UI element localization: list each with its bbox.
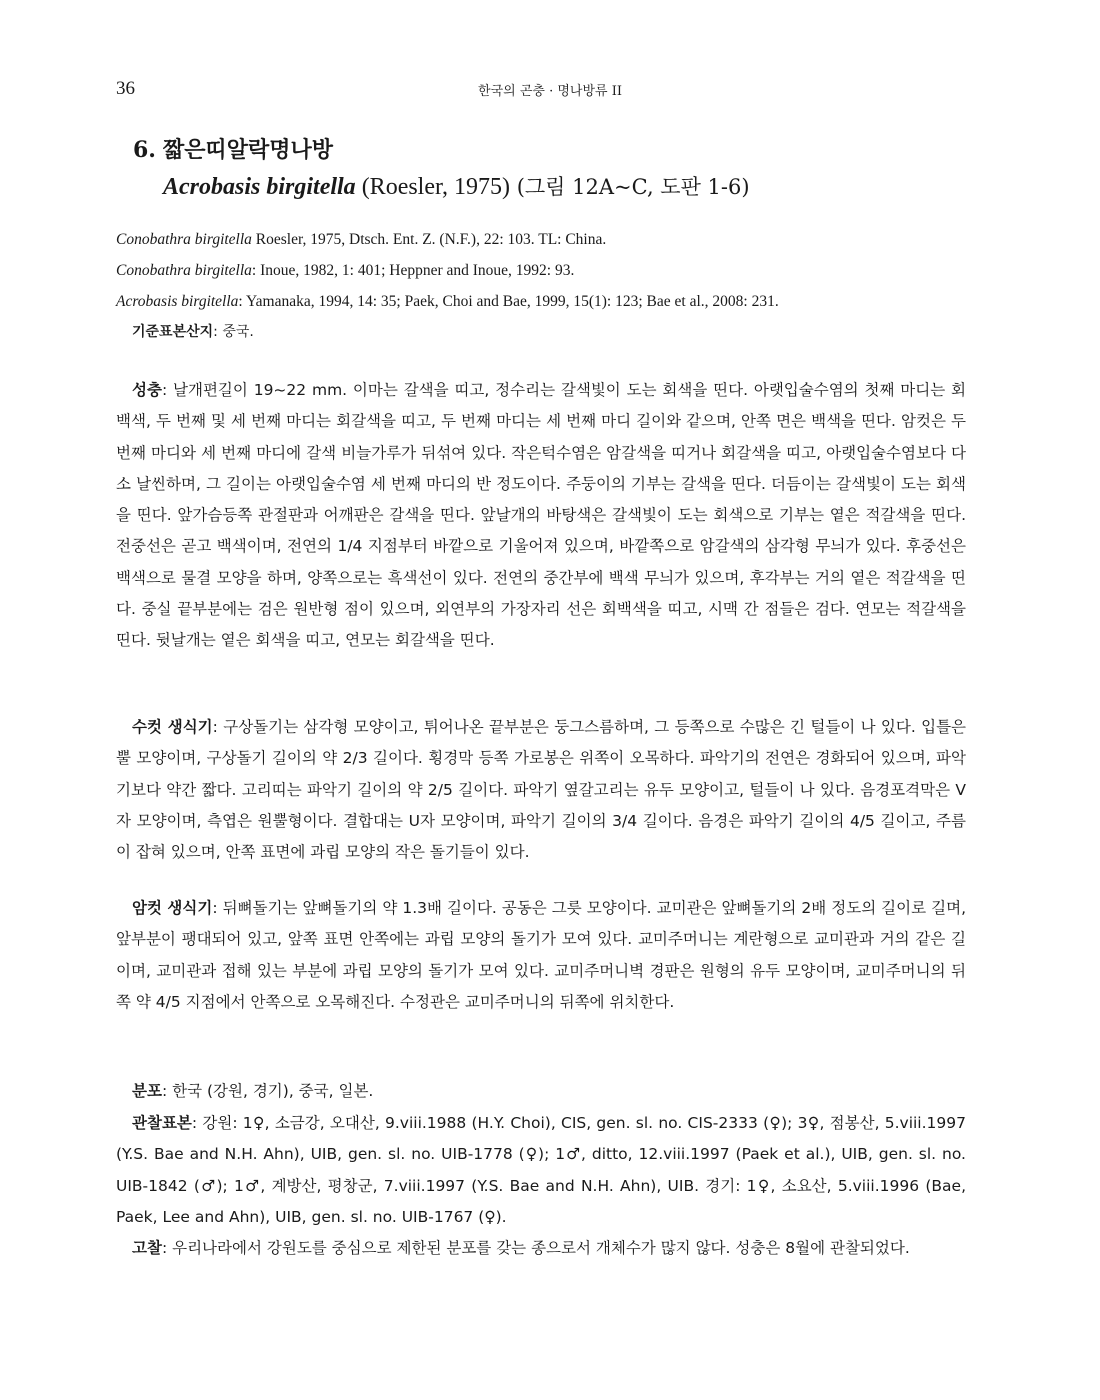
synonym-name: Conobathra birgitella [116,262,252,279]
synonym-name: Acrobasis birgitella [116,293,239,310]
male-genitalia-description [116,712,966,868]
adult-text: : 날개편길이 19~22 mm. 이마는 갈색을 띠고, 정수리는 갈색빛이 도는 회색을 띤다. 아랫입술수염의 첫째 마디는 회백색, 두 번째 및 세 번째 마디는 회갈색을 띠고, 두 번째 마디는 세 번째 마디 길이와 같으며, 안쪽 면은 백색을 띤다. 암컷은 두 번째 마디와 세 번째 마디에 갈색 비늘가루가 뒤섞여 있다. 작은턱수염은 암갈색을 띠거나 회갈색을 띠고, 아랫입술수염보다 다소 날씬하며, 그 길이는 아랫입술수염 세 번째 마디의 반 정도이다. 주둥이의 기부는 갈색을 띤다. 더듬이는 갈색빛이 도는 회색을 띤다. 앞가슴등쪽 관절판과 어깨판은 갈색을 띤다. 앞날개의 바탕색은 갈색빛이 도는 회색으로 기부는 옅은 적갈색을 띤다. 전중선은 곧고 백색이며, 전연의 1/4 지점부터 바깥으로 기울어져 있으며, 바깥쪽으로 암갈색의 삼각형 무늬가 있다. 후중선은 백색으로 물결 모양을 하며, 양쪽으로는 흑색선이 있다. 전연의 중간부에 백색 무늬가 있으며, 후각부는 거의 옅은 적갈색을 띤다. 중실 끝부분에는 검은 원반형 점이 있으며, 외연부의 가장자리 선은 회백색을 띠고, 시맥 간 점들은 검다. 연모는 적갈색을 띤다. 뒷날개는 옅은 회색을 띠고, 연모는 회갈색을 띤다. [116,381,966,650]
adult-label: 성충 [132,381,162,399]
synonym-line [116,292,984,312]
distribution-text: : 한국 (강원, 경기), 중국, 일본. [161,1082,374,1100]
remarks [116,1233,966,1264]
page-header [116,78,984,102]
material-examined [116,1108,966,1233]
material-text: : 강원: 1♀, 소금강, 오대산, 9.viii.1988 (H.Y. Choi), CIS, gen. sl. no. CIS-2333 (♀); 3♀, 점봉산, 5.viii.1997 (Y.S. Bae and N.H. Ahn), UIB, gen. sl. no. UIB-1778 (♀); 1♂, ditto, 12.viii.1997 (Paek et al.), UIB, gen. sl. no. UIB-1842 (♂); 1♂, 계방산, 평창군, 7.viii.1997 (Y.S. Bae and N.H. Ahn), UIB. 경기: 1♀, 소요산, 5.viii.1996 (Bae, Paek, Lee and Ahn), UIB, gen. sl. no. UIB-1767 (♀). [116,1114,966,1226]
species-scientific-name: Acrobasis birgitella [163,174,356,200]
synonym-line [116,230,984,250]
distribution [116,1076,966,1107]
species-heading-scientific [133,168,973,206]
synonym-name: Conobathra birgitella [116,231,252,248]
type-locality-text: : 중국. [213,324,254,340]
female-genitalia-label: 암컷 생식기 [132,899,213,917]
synonym-reference: Roesler, 1975, Dtsch. Ent. Z. (N.F.), 22: 103. TL: China. [251,231,607,248]
species-heading-korean [133,132,973,168]
type-locality-label: 기준표본산지 [132,324,214,340]
female-genitalia-text: : 뒤뼈돌기는 앞뼈돌기의 약 1.3배 길이다. 공동은 그릇 모양이다. 교미관은 앞뼈돌기의 2배 정도의 길이로 길며, 앞부분이 팽대되어 있고, 앞쪽 표면 안쪽에는 과립 모양의 돌기가 모여 있다. 교미주머니는 계란형으로 교미관과 거의 같은 길이며, 교미관과 접해 있는 부분에 과립 모양의 돌기가 모여 있다. 교미주머니벽 경판은 원형의 유두 모양이며, 교미주머니의 뒤쪽 약 4/5 지점에서 안쪽으로 오목해진다. 수정관은 교미주머니의 뒤쪽에 위치한다. [116,899,966,1011]
species-figure-ref: (그림 12A~C, 도판 1-6) [510,175,750,199]
distribution-label: 분포 [132,1082,162,1100]
female-genitalia-description [116,893,966,1018]
type-locality-line [132,322,1000,342]
running-title: 한국의 곤충 · 명나방류 II [478,84,622,99]
page-number: 36 [116,78,135,99]
species-authority: (Roesler, 1975) [355,174,511,200]
species-korean-name: 짧은띠알락명나방 [163,137,334,163]
species-heading [133,132,973,206]
remarks-text: : 우리나라에서 강원도를 중심으로 제한된 분포를 갖는 종으로서 개체수가 많지 않다. 성충은 8월에 관찰되었다. [161,1239,910,1257]
species-number: 6. [133,137,156,163]
male-genitalia-text: : 구상돌기는 삼각형 모양이고, 튀어나온 끝부분은 둥그스름하며, 그 등쪽으로 수많은 긴 털들이 나 있다. 입틀은 뿔 모양이며, 구상돌기 길이의 약 2/3 길이다. 횡경막 등쪽 가로봉은 위쪽이 오목하다. 파악기의 전연은 경화되어 있으며, 파악기보다 약간 짧다. 고리띠는 파악기 길이의 약 2/5 길이다. 파악기 옆갈고리는 유두 모양이고, 털들이 나 있다. 음경포격막은 V자 모양이며, 측엽은 원뿔형이다. 결합대는 U자 모양이며, 파악기 길이의 3/4 길이다. 음경은 파악기 길이의 4/5 길이고, 주름이 잡혀 있으며, 안쪽 표면에 과립 모양의 작은 돌기들이 있다. [116,718,967,862]
synonym-reference: : Inoue, 1982, 1: 401; Heppner and Inoue, 1992: 93. [251,262,575,279]
remarks-label: 고찰 [132,1239,162,1257]
synonym-line [116,261,984,281]
adult-description [116,375,966,657]
material-label: 관찰표본 [132,1114,192,1132]
male-genitalia-label: 수컷 생식기 [132,718,213,736]
synonym-reference: : Yamanaka, 1994, 14: 35; Paek, Choi and Bae, 1999, 15(1): 123; Bae et al., 2008: 231. [238,293,779,310]
